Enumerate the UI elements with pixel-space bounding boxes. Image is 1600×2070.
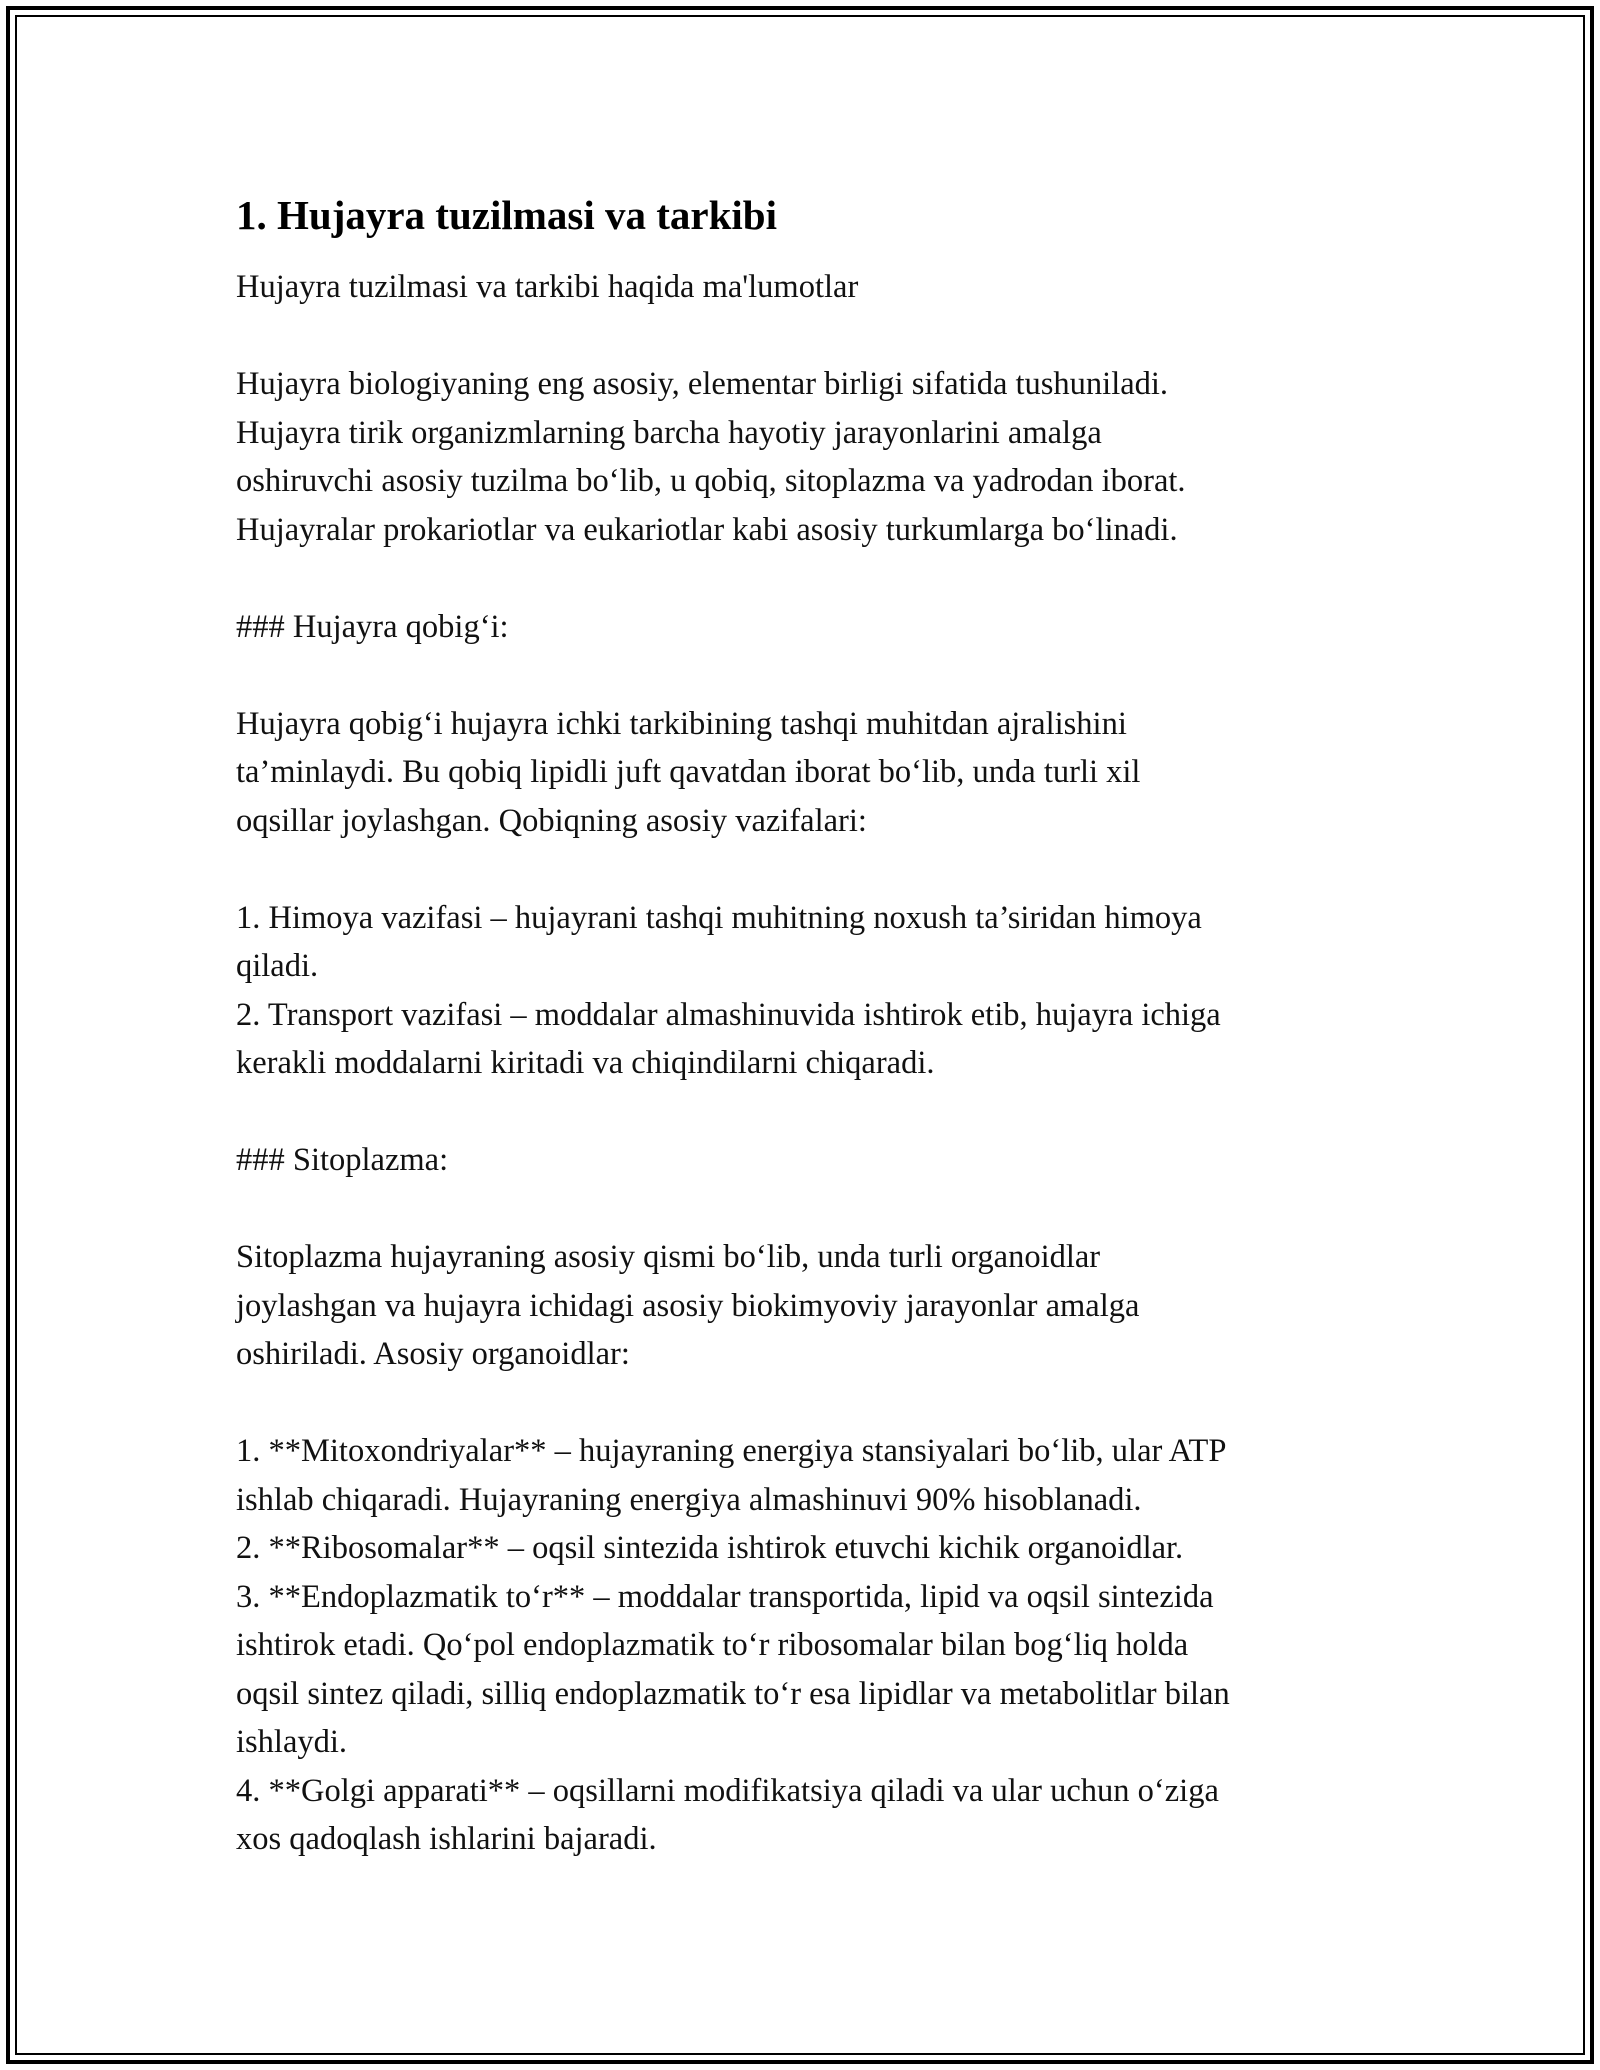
membrane-functions-list	[236, 894, 1376, 1088]
list-item: 1. Himoya vazifasi – hujayrani tashqi muhitning noxush ta’siridan himoya qiladi.	[236, 899, 1202, 984]
list-item: 2. **Ribosomalar** – oqsil sintezida ishtirok etuvchi kichik organoidlar.	[236, 1530, 1184, 1566]
document-title: 1. Hujayra tuzilmasi va tarkibi	[236, 192, 777, 238]
document-body	[236, 190, 1376, 1864]
cell-membrane-paragraph: Hujayra qobig‘i hujayra ichki tarkibining tashqi muhitdan ajralishini ta’minlaydi. Bu qobiq lipidli juft qavatdan iborat bo‘lib, unda turli xil oqsillar joylashgan. Qobiqning asosiy vazifalari:	[236, 705, 1141, 839]
intro-paragraph: Hujayra biologiyaning eng asosiy, elementar birligi sifatida tushuniladi. Hujayra tirik organizmlarning barcha hayotiy jarayonlarini amalga oshiruvchi asosiy tuzilma bo‘lib, u qobiq, sitoplazma va yadrodan iborat. Hujayralar prokariotlar va eukariotlar kabi asosiy turkumlarga bo‘linadi.	[236, 366, 1186, 548]
list-item: 4. **Golgi apparati** – oqsillarni modifikatsiya qiladi va ular uchun o‘ziga xos qadoqlash ishlarini bajaradi.	[236, 1772, 1219, 1857]
section-heading-cytoplasm: ### Sitoplazma:	[236, 1142, 449, 1178]
organelles-list	[236, 1427, 1376, 1864]
section-heading-cell-membrane: ### Hujayra qobig‘i:	[236, 608, 509, 645]
list-item: 3. **Endoplazmatik to‘r** – moddalar transportida, lipid va oqsil sintezida ishtirok etadi. Qo‘pol endoplazmatik to‘r ribosomalar bilan bog‘liq holda oqsil sintez qiladi, silliq endoplazmatik to‘r esa lipidlar va metabolitlar bilan ishlaydi.	[236, 1578, 1230, 1760]
document-subtitle: Hujayra tuzilmasi va tarkibi haqida ma'lumotlar	[236, 269, 859, 305]
list-item: 2. Transport vazifasi – moddalar almashinuvida ishtirok etib, hujayra ichiga kerakli moddalarni kiritadi va chiqindilarni chiqaradi.	[236, 996, 1221, 1081]
list-item: 1. **Mitoxondriyalar** – hujayraning energiya stansiyalari bo‘lib, ular ATP ishlab chiqaradi. Hujayraning energiya almashinuvi 90% hisoblanadi.	[236, 1433, 1227, 1518]
cytoplasm-paragraph: Sitoplazma hujayraning asosiy qismi bo‘lib, unda turli organoidlar joylashgan va hujayra ichidagi asosiy biokimyoviy jarayonlar amalga oshiriladi. Asosiy organoidlar:	[236, 1239, 1140, 1372]
